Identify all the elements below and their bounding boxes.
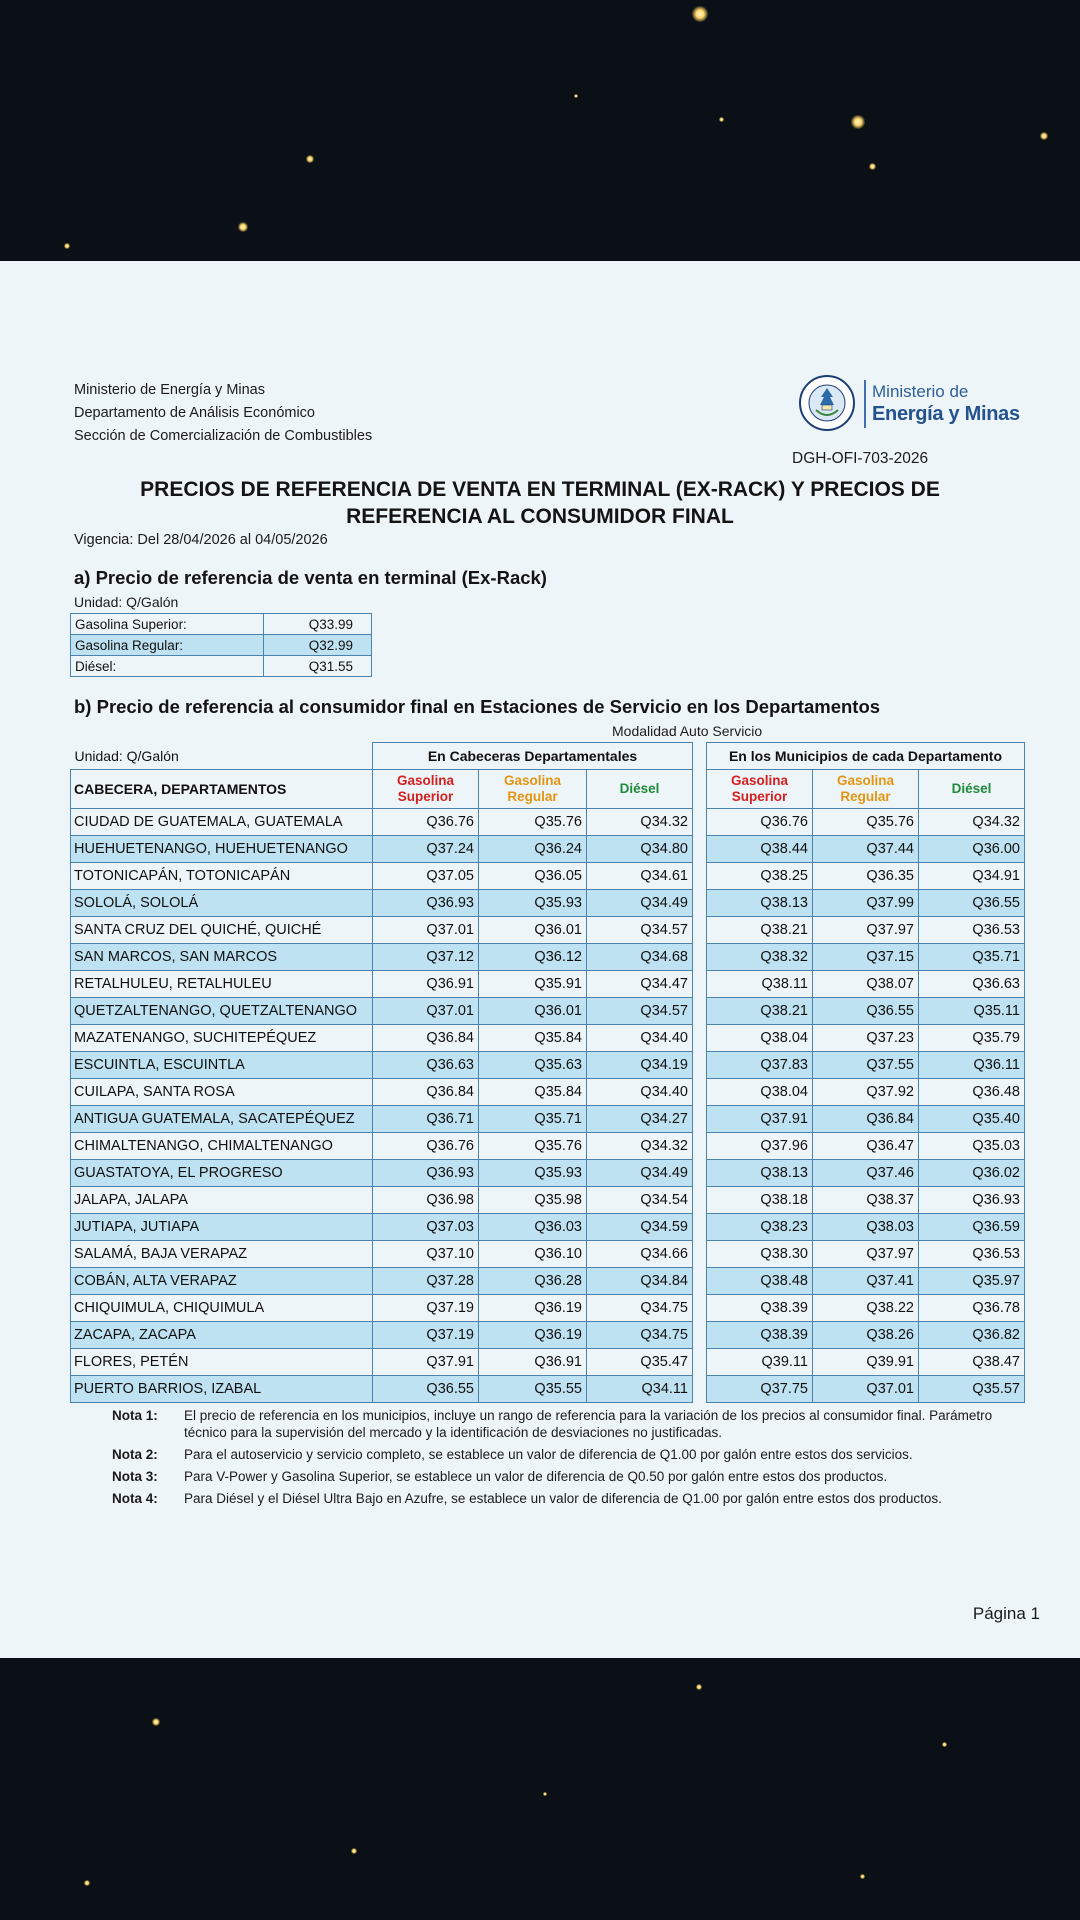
cabecera-price-diesel: Q34.47 [587, 970, 693, 997]
table-row [71, 943, 1025, 970]
municipio-price-regular: Q37.92 [813, 1078, 919, 1105]
department-name: SAN MARCOS, SAN MARCOS [71, 943, 373, 970]
department-name: CHIQUIMULA, CHIQUIMULA [71, 1294, 373, 1321]
department-name: CIUDAD DE GUATEMALA, GUATEMALA [71, 808, 373, 835]
note-text: Para V-Power y Gasolina Superior, se establece un valor de diferencia de Q0.50 por galón entre estos dos productos. [184, 1469, 888, 1484]
municipio-price-diesel: Q34.91 [919, 862, 1025, 889]
cabecera-price-diesel: Q34.66 [587, 1240, 693, 1267]
group-gap [693, 1051, 707, 1078]
group-gap [693, 1186, 707, 1213]
municipio-price-diesel: Q36.53 [919, 916, 1025, 943]
column-header-superior: Gasolina Superior [373, 769, 479, 808]
department-name: ANTIGUA GUATEMALA, SACATEPÉQUEZ [71, 1105, 373, 1132]
ex-rack-label: Gasolina Superior: [71, 614, 264, 635]
department-name: HUEHUETENANGO, HUEHUETENANGO [71, 835, 373, 862]
cabecera-price-superior: Q36.76 [373, 1132, 479, 1159]
municipio-price-diesel: Q35.71 [919, 943, 1025, 970]
municipio-price-diesel: Q36.59 [919, 1213, 1025, 1240]
star-decoration [696, 1684, 702, 1690]
municipio-price-superior: Q38.23 [707, 1213, 813, 1240]
municipio-price-diesel: Q34.32 [919, 808, 1025, 835]
municipio-price-regular: Q37.23 [813, 1024, 919, 1051]
table-row [71, 1078, 1025, 1105]
cabecera-price-regular: Q36.01 [479, 997, 587, 1024]
table-row [71, 862, 1025, 889]
star-decoration [543, 1792, 547, 1796]
ex-rack-table [70, 613, 372, 677]
department-prices-table [70, 742, 1025, 1403]
department-name: QUETZALTENANGO, QUETZALTENANGO [71, 997, 373, 1024]
notes-section [112, 1407, 1022, 1512]
group-gap [693, 1024, 707, 1051]
municipio-price-regular: Q38.37 [813, 1186, 919, 1213]
cabecera-price-superior: Q37.10 [373, 1240, 479, 1267]
note-item [112, 1407, 1022, 1441]
cabecera-price-superior: Q36.55 [373, 1375, 479, 1402]
municipio-price-regular: Q38.26 [813, 1321, 919, 1348]
cabecera-price-regular: Q35.55 [479, 1375, 587, 1402]
group-gap [693, 1267, 707, 1294]
guatemala-seal-icon [798, 374, 856, 432]
cabecera-price-diesel: Q34.57 [587, 916, 693, 943]
ex-rack-row [71, 614, 372, 635]
table-row [71, 1132, 1025, 1159]
municipio-price-regular: Q37.01 [813, 1375, 919, 1402]
ministry-header [74, 379, 372, 448]
cabecera-price-superior: Q36.76 [373, 808, 479, 835]
cabecera-price-diesel: Q34.27 [587, 1105, 693, 1132]
table-row [71, 1051, 1025, 1078]
municipio-price-superior: Q38.18 [707, 1186, 813, 1213]
table-row [71, 916, 1025, 943]
department-name: GUASTATOYA, EL PROGRESO [71, 1159, 373, 1186]
cabecera-price-superior: Q37.19 [373, 1294, 479, 1321]
table-row [71, 1024, 1025, 1051]
group-gap [693, 808, 707, 835]
municipio-price-regular: Q37.97 [813, 1240, 919, 1267]
group-gap [693, 835, 707, 862]
department-name: FLORES, PETÉN [71, 1348, 373, 1375]
cabecera-price-regular: Q36.05 [479, 862, 587, 889]
municipio-price-diesel: Q35.79 [919, 1024, 1025, 1051]
municipio-price-diesel: Q35.03 [919, 1132, 1025, 1159]
column-header-regular: Gasolina Regular [479, 769, 587, 808]
column-header-diesel: Diésel [587, 769, 693, 808]
department-name: ZACAPA, ZACAPA [71, 1321, 373, 1348]
municipio-price-regular: Q38.07 [813, 970, 919, 997]
cabecera-price-diesel: Q34.80 [587, 835, 693, 862]
cabecera-price-diesel: Q34.49 [587, 889, 693, 916]
municipio-price-diesel: Q36.78 [919, 1294, 1025, 1321]
ministry-name: Ministerio de Energía y Minas [74, 382, 265, 398]
municipio-price-superior: Q37.83 [707, 1051, 813, 1078]
cabecera-price-diesel: Q34.61 [587, 862, 693, 889]
municipio-price-diesel: Q36.11 [919, 1051, 1025, 1078]
municipio-price-superior: Q38.13 [707, 889, 813, 916]
ex-rack-row [71, 656, 372, 677]
page-title-line1: PRECIOS DE REFERENCIA DE VENTA EN TERMINAL (EX-RACK) Y PRECIOS DE [140, 478, 940, 501]
cabecera-price-regular: Q35.98 [479, 1186, 587, 1213]
ministry-logo [798, 374, 1038, 436]
municipio-price-diesel: Q35.57 [919, 1375, 1025, 1402]
municipio-price-regular: Q35.76 [813, 808, 919, 835]
ex-rack-value: Q33.99 [264, 614, 372, 635]
group-gap [693, 1132, 707, 1159]
table-row [71, 1267, 1025, 1294]
star-decoration [238, 222, 248, 232]
municipio-price-diesel: Q35.40 [919, 1105, 1025, 1132]
municipio-price-superior: Q38.30 [707, 1240, 813, 1267]
cabecera-price-superior: Q37.28 [373, 1267, 479, 1294]
cabecera-price-regular: Q35.93 [479, 1159, 587, 1186]
department-name: JUTIAPA, JUTIAPA [71, 1213, 373, 1240]
municipio-price-regular: Q36.84 [813, 1105, 919, 1132]
page-number: Página 1 [972, 1604, 1040, 1623]
municipio-price-superior: Q38.13 [707, 1159, 813, 1186]
note-label: Nota 3: [112, 1469, 158, 1484]
cabecera-price-regular: Q35.76 [479, 808, 587, 835]
municipio-price-superior: Q39.11 [707, 1348, 813, 1375]
logo-text-line2: Energía y Minas [872, 403, 1020, 425]
cabecera-price-diesel: Q34.84 [587, 1267, 693, 1294]
cabecera-price-diesel: Q34.75 [587, 1321, 693, 1348]
municipio-price-regular: Q39.91 [813, 1348, 919, 1375]
municipio-price-diesel: Q38.47 [919, 1348, 1025, 1375]
municipio-price-superior: Q37.96 [707, 1132, 813, 1159]
table-row [71, 889, 1025, 916]
note-label: Nota 4: [112, 1491, 158, 1506]
cabecera-price-diesel: Q34.54 [587, 1186, 693, 1213]
ex-rack-row [71, 635, 372, 656]
table-row [71, 1105, 1025, 1132]
group-header-cabeceras: En Cabeceras Departamentales [373, 743, 693, 770]
municipio-price-regular: Q37.46 [813, 1159, 919, 1186]
municipio-price-regular: Q37.99 [813, 889, 919, 916]
column-header-superior: Gasolina Superior [707, 769, 813, 808]
cabecera-price-regular: Q36.19 [479, 1321, 587, 1348]
document-code: DGH-OFI-703-2026 [792, 450, 929, 467]
cabecera-price-diesel: Q34.40 [587, 1078, 693, 1105]
column-header-diesel: Diésel [919, 769, 1025, 808]
group-gap [693, 1078, 707, 1105]
group-gap [693, 1348, 707, 1375]
ex-rack-label: Gasolina Regular: [71, 635, 264, 656]
service-mode-label: Modalidad Auto Servicio [612, 723, 763, 739]
group-gap [693, 916, 707, 943]
cabecera-price-regular: Q35.84 [479, 1078, 587, 1105]
municipio-price-diesel: Q36.00 [919, 835, 1025, 862]
municipio-price-regular: Q37.97 [813, 916, 919, 943]
municipio-price-regular: Q37.55 [813, 1051, 919, 1078]
price-rows [71, 808, 1025, 1402]
group-gap [693, 862, 707, 889]
department-name: CHIMALTENANGO, CHIMALTENANGO [71, 1132, 373, 1159]
municipio-price-superior: Q36.76 [707, 808, 813, 835]
cabecera-price-superior: Q37.19 [373, 1321, 479, 1348]
cabecera-price-regular: Q36.12 [479, 943, 587, 970]
group-gap [693, 1240, 707, 1267]
cabecera-price-regular: Q35.71 [479, 1105, 587, 1132]
table-row [71, 1348, 1025, 1375]
cabecera-price-diesel: Q35.47 [587, 1348, 693, 1375]
ex-rack-label: Diésel: [71, 656, 264, 677]
group-gap [693, 1213, 707, 1240]
note-label: Nota 1: [112, 1408, 158, 1423]
department-name: SALAMÁ, BAJA VERAPAZ [71, 1240, 373, 1267]
group-gap [693, 997, 707, 1024]
cabecera-price-diesel: Q34.19 [587, 1051, 693, 1078]
department-name: SOLOLÁ, SOLOLÁ [71, 889, 373, 916]
star-decoration [860, 1874, 865, 1879]
municipio-price-diesel: Q36.48 [919, 1078, 1025, 1105]
group-gap [693, 943, 707, 970]
municipio-price-superior: Q38.44 [707, 835, 813, 862]
star-decoration [152, 1718, 160, 1726]
column-header-regular: Gasolina Regular [813, 769, 919, 808]
municipio-price-superior: Q38.32 [707, 943, 813, 970]
municipio-price-diesel: Q36.82 [919, 1321, 1025, 1348]
cabecera-price-regular: Q36.28 [479, 1267, 587, 1294]
star-decoration [84, 1880, 90, 1886]
page-title-line2: REFERENCIA AL CONSUMIDOR FINAL [346, 505, 734, 528]
municipio-price-regular: Q38.22 [813, 1294, 919, 1321]
note-item [112, 1446, 1022, 1463]
cabecera-price-regular: Q35.84 [479, 1024, 587, 1051]
cabecera-price-diesel: Q34.57 [587, 997, 693, 1024]
cabecera-price-regular: Q36.03 [479, 1213, 587, 1240]
star-decoration [306, 155, 314, 163]
table-row [71, 1213, 1025, 1240]
validity-period: Vigencia: Del 28/04/2026 al 04/05/2026 [74, 532, 328, 548]
note-item [112, 1468, 1022, 1485]
department-name: PUERTO BARRIOS, IZABAL [71, 1375, 373, 1402]
table-row [71, 997, 1025, 1024]
note-text: El precio de referencia en los municipios, incluye un rango de referencia para la variación de los precios al consumidor final. Parámetro técnico para la supervisión del mercado y la identificación de desviaciones no justificadas. [184, 1408, 993, 1440]
municipio-price-regular: Q38.03 [813, 1213, 919, 1240]
department-name: COBÁN, ALTA VERAPAZ [71, 1267, 373, 1294]
municipio-price-superior: Q38.04 [707, 1024, 813, 1051]
cabecera-price-superior: Q37.01 [373, 916, 479, 943]
group-gap [693, 1159, 707, 1186]
cabecera-price-diesel: Q34.49 [587, 1159, 693, 1186]
cabecera-price-superior: Q37.05 [373, 862, 479, 889]
department-name: ESCUINTLA, ESCUINTLA [71, 1051, 373, 1078]
note-item [112, 1490, 1022, 1507]
group-gap [693, 1105, 707, 1132]
group-gap [693, 1294, 707, 1321]
cabecera-price-diesel: Q34.75 [587, 1294, 693, 1321]
municipio-price-diesel: Q36.53 [919, 1240, 1025, 1267]
group-gap [693, 889, 707, 916]
star-decoration [869, 163, 876, 170]
cabecera-price-superior: Q36.93 [373, 1159, 479, 1186]
cabecera-price-superior: Q37.12 [373, 943, 479, 970]
municipio-price-diesel: Q35.11 [919, 997, 1025, 1024]
municipio-price-superior: Q38.25 [707, 862, 813, 889]
cabecera-price-regular: Q36.19 [479, 1294, 587, 1321]
department-name: JALAPA, JALAPA [71, 1186, 373, 1213]
group-header-municipios: En los Municipios de cada Departamento [707, 743, 1025, 770]
department-name: MAZATENANGO, SUCHITEPÉQUEZ [71, 1024, 373, 1051]
table-row [71, 835, 1025, 862]
star-decoration [942, 1742, 947, 1747]
group-gap [693, 769, 707, 808]
cabecera-price-regular: Q35.63 [479, 1051, 587, 1078]
section-name: Sección de Comercialización de Combustibles [74, 428, 373, 444]
ex-rack-value: Q31.55 [264, 656, 372, 677]
note-text: Para Diésel y el Diésel Ultra Bajo en Azufre, se establece un valor de diferencia de Q1.00 por galón entre estos dos productos. [184, 1491, 942, 1506]
cabecera-price-superior: Q36.84 [373, 1024, 479, 1051]
table-row [71, 1186, 1025, 1213]
municipio-price-superior: Q38.48 [707, 1267, 813, 1294]
municipio-price-superior: Q38.39 [707, 1321, 813, 1348]
group-gap [693, 743, 707, 770]
section-a-title: a) Precio de referencia de venta en terminal (Ex-Rack) [74, 567, 547, 588]
department-name: CUILAPA, SANTA ROSA [71, 1078, 373, 1105]
cabecera-price-superior: Q37.01 [373, 997, 479, 1024]
cabecera-price-regular: Q36.24 [479, 835, 587, 862]
table-group-header-row [71, 743, 1025, 770]
cabecera-price-regular: Q35.91 [479, 970, 587, 997]
municipio-price-superior: Q38.21 [707, 916, 813, 943]
cabecera-price-superior: Q36.71 [373, 1105, 479, 1132]
section-a-unit: Unidad: Q/Galón [74, 594, 179, 610]
municipio-price-regular: Q36.47 [813, 1132, 919, 1159]
municipio-price-regular: Q36.35 [813, 862, 919, 889]
cabecera-price-superior: Q36.98 [373, 1186, 479, 1213]
table-unit-label: Unidad: Q/Galón [74, 747, 179, 764]
cabecera-price-diesel: Q34.40 [587, 1024, 693, 1051]
ex-rack-value: Q32.99 [264, 635, 372, 656]
cabecera-price-superior: Q37.24 [373, 835, 479, 862]
municipio-price-regular: Q37.15 [813, 943, 919, 970]
cabecera-price-regular: Q36.01 [479, 916, 587, 943]
star-decoration [1040, 132, 1048, 140]
cabecera-price-regular: Q36.10 [479, 1240, 587, 1267]
star-decoration [574, 94, 578, 98]
logo-divider [864, 380, 866, 428]
department-name: SANTA CRUZ DEL QUICHÉ, QUICHÉ [71, 916, 373, 943]
star-decoration [351, 1848, 357, 1854]
cabecera-price-superior: Q37.03 [373, 1213, 479, 1240]
municipio-price-diesel: Q36.93 [919, 1186, 1025, 1213]
cabecera-price-regular: Q36.91 [479, 1348, 587, 1375]
logo-text-line1: Ministerio de [872, 382, 969, 401]
column-header-department: CABECERA, DEPARTAMENTOS [71, 769, 373, 808]
table-row [71, 1240, 1025, 1267]
municipio-price-superior: Q38.39 [707, 1294, 813, 1321]
star-decoration [692, 6, 708, 22]
group-gap [693, 1321, 707, 1348]
department-name: RETALHULEU, RETALHULEU [71, 970, 373, 997]
page-title [90, 476, 990, 530]
star-decoration [64, 243, 70, 249]
section-b-title: b) Precio de referencia al consumidor final en Estaciones de Servicio en los Departamentos [74, 696, 881, 717]
municipio-price-diesel: Q36.55 [919, 889, 1025, 916]
municipio-price-regular: Q37.41 [813, 1267, 919, 1294]
cabecera-price-diesel: Q34.32 [587, 808, 693, 835]
municipio-price-diesel: Q36.63 [919, 970, 1025, 997]
group-gap [693, 970, 707, 997]
cabecera-price-diesel: Q34.59 [587, 1213, 693, 1240]
cabecera-price-superior: Q36.63 [373, 1051, 479, 1078]
table-row [71, 808, 1025, 835]
municipio-price-diesel: Q36.02 [919, 1159, 1025, 1186]
cabecera-price-diesel: Q34.32 [587, 1132, 693, 1159]
cabecera-price-regular: Q35.76 [479, 1132, 587, 1159]
note-label: Nota 2: [112, 1447, 158, 1462]
table-row [71, 1294, 1025, 1321]
table-row [71, 1159, 1025, 1186]
table-row [71, 1375, 1025, 1402]
municipio-price-regular: Q36.55 [813, 997, 919, 1024]
star-decoration [719, 117, 724, 122]
cabecera-price-superior: Q36.84 [373, 1078, 479, 1105]
municipio-price-superior: Q38.04 [707, 1078, 813, 1105]
table-row [71, 1321, 1025, 1348]
municipio-price-diesel: Q35.97 [919, 1267, 1025, 1294]
table-row [71, 970, 1025, 997]
municipio-price-superior: Q38.21 [707, 997, 813, 1024]
cabecera-price-regular: Q35.93 [479, 889, 587, 916]
cabecera-price-superior: Q36.91 [373, 970, 479, 997]
cabecera-price-superior: Q36.93 [373, 889, 479, 916]
table-column-header-row [71, 769, 1025, 808]
document-page [0, 261, 1080, 1658]
department-name: Departamento de Análisis Económico [74, 405, 315, 421]
municipio-price-superior: Q37.75 [707, 1375, 813, 1402]
group-gap [693, 1375, 707, 1402]
municipio-price-regular: Q37.44 [813, 835, 919, 862]
star-decoration [851, 115, 865, 129]
municipio-price-superior: Q38.11 [707, 970, 813, 997]
cabecera-price-superior: Q37.91 [373, 1348, 479, 1375]
cabecera-price-diesel: Q34.68 [587, 943, 693, 970]
note-text: Para el autoservicio y servicio completo, se establece un valor de diferencia de Q1.00 por galón entre estos dos servicios. [184, 1447, 913, 1462]
cabecera-price-diesel: Q34.11 [587, 1375, 693, 1402]
municipio-price-superior: Q37.91 [707, 1105, 813, 1132]
department-name: TOTONICAPÁN, TOTONICAPÁN [71, 862, 373, 889]
